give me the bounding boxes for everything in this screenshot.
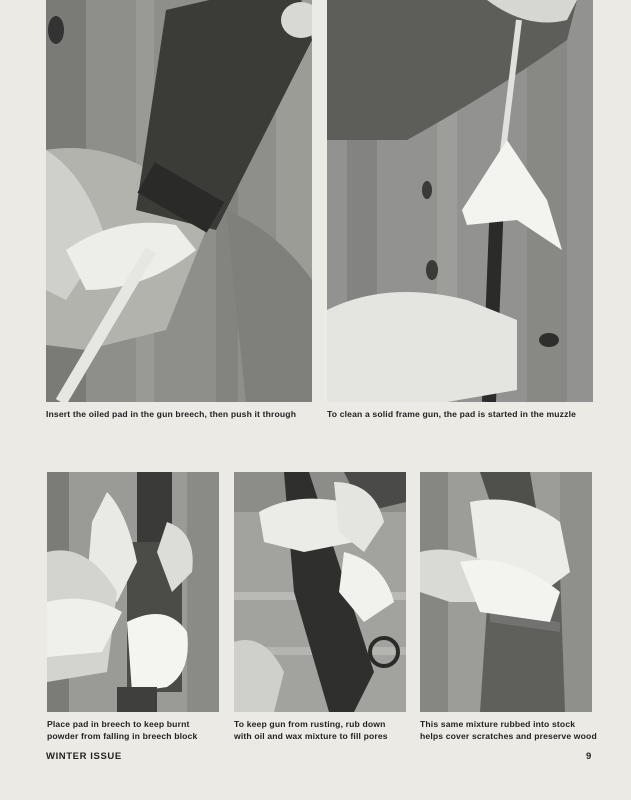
footer-issue-label: WINTER ISSUE bbox=[46, 751, 122, 762]
photo-pad-breech-block bbox=[47, 472, 219, 712]
photo-oiled-pad-breech bbox=[46, 0, 312, 402]
caption-bottom-right-line2: helps cover scratches and preserve wood bbox=[420, 731, 597, 741]
photo-solid-frame-muzzle bbox=[327, 0, 593, 402]
caption-bottom-left-line2: powder from falling in breech block bbox=[47, 731, 198, 741]
caption-bottom-middle-line1: To keep gun from rusting, rub down bbox=[234, 719, 386, 729]
footer-page-number: 9 bbox=[586, 751, 592, 762]
photo-stock-preserve-wood bbox=[420, 472, 592, 712]
caption-bottom-middle-line2: with oil and wax mixture to fill pores bbox=[234, 731, 388, 741]
caption-top-right: To clean a solid frame gun, the pad is started in the muzzle bbox=[327, 409, 577, 419]
photo-oil-wax-rubdown bbox=[234, 472, 406, 712]
caption-bottom-right-line1: This same mixture rubbed into stock bbox=[420, 719, 576, 729]
caption-bottom-left-line1: Place pad in breech to keep burnt bbox=[47, 719, 190, 729]
caption-top-left: Insert the oiled pad in the gun breech, then push it through bbox=[46, 409, 297, 419]
